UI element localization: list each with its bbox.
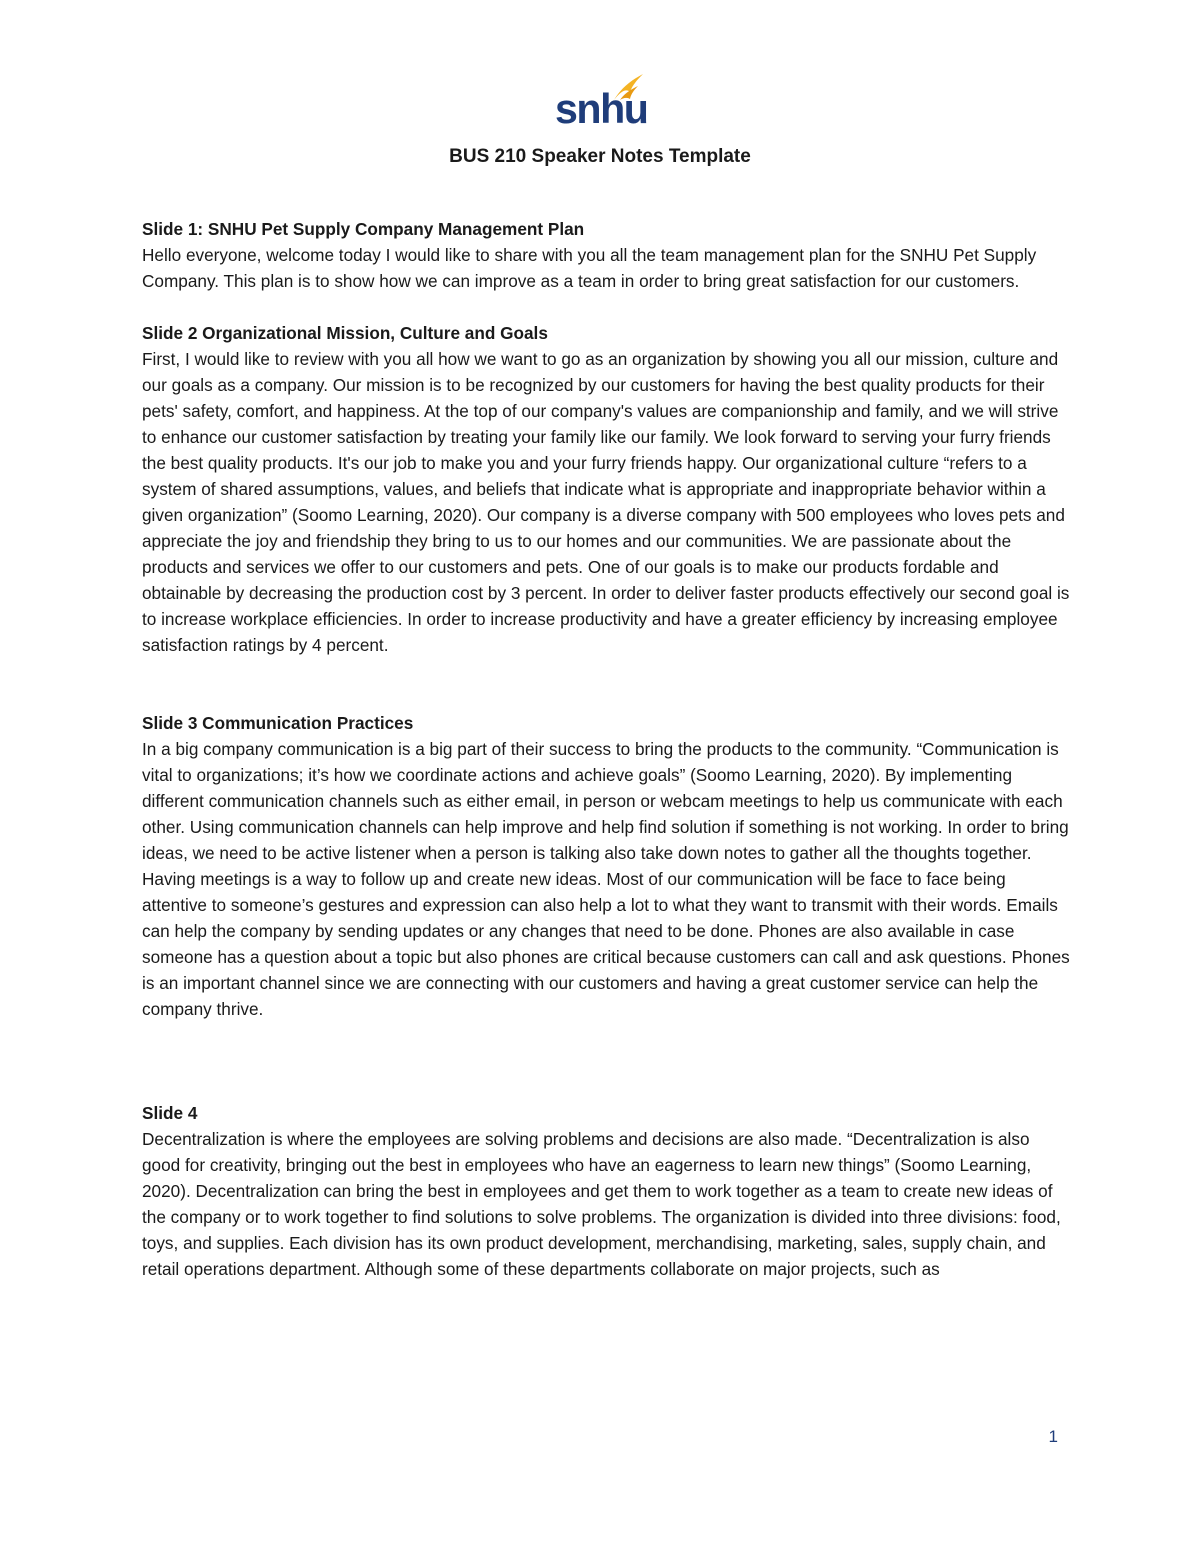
snhu-logo [552, 72, 648, 132]
slide-3-notes: In a big company communication is a big part of their success to bring the products to the community. “Communication is vital to organizations; it’s how we coordinate actions and achieve goals” (Soomo Learning, 2020). By implementing different communication channels such as either email, in person or webcam meetings to help us communicate with each other. Using communication channels can help improve and help find solution if something is not working. In order to bring ideas, we need to be active listener when a person is talking also take down notes to gather all the thoughts together. Having meetings is a way to follow up and create new ideas. Most of our communication will be face to face being attentive to someone’s gestures and expression can also help a lot to what they want to transmit with their words. Emails can help the company by sending updates or any changes that need to be done. Phones are also available in case someone has a question about a topic but also phones are critical because customers can call and ask questions. Phones is an important channel since we are connecting with our customers and having a great customer service can help the company thrive. [142, 739, 1070, 1019]
page-number: 1 [1048, 1427, 1058, 1446]
slide-3-heading: Slide 3 Communication Practices [142, 713, 414, 733]
slide-3-section [142, 710, 1072, 1022]
logo-wordmark: snhu [555, 85, 648, 132]
slide-1-heading: Slide 1: SNHU Pet Supply Company Management Plan [142, 219, 585, 239]
slide-4-notes: Decentralization is where the employees are solving problems and decisions are also made. “Decentralization is also good for creativity, bringing out the best in employees who have an eagerness to learn new things” (Soomo Learning, 2020). Decentralization can bring the best in employees and get them to work together as a team to create new ideas of the company or to work together to find solutions to solve problems. The organization is divided into three divisions: food, toys, and supplies. Each division has its own product development, merchandising, marketing, sales, supply chain, and retail operations department. Although some of these departments collaborate on major projects, such as [142, 1129, 1061, 1279]
document-body [142, 216, 1072, 1282]
document-title: BUS 210 Speaker Notes Template [449, 146, 751, 167]
slide-4-section [142, 1100, 1072, 1282]
slide-2-section [142, 320, 1072, 658]
slide-2-notes: First, I would like to review with you all how we want to go as an organization by showing you all our mission, culture and our goals as a company. Our mission is to be recognized by our customers for having the best quality products for their pets' safety, comfort, and happiness. At the top of our company's values are companionship and family, and we will strive to enhance our customer satisfaction by treating your family like our family. We look forward to serving your furry friends the best quality products. It's our job to make you and your furry friends happy. Our organizational culture “refers to a system of shared assumptions, values, and beliefs that indicate what is appropriate and inappropriate behavior within a given organization” (Soomo Learning, 2020). Our company is a diverse company with 500 employees who loves pets and appreciate the joy and friendship they bring to us to our homes and our communities. We are passionate about the products and services we offer to our customers and pets. One of our goals is to make our products fordable and obtainable by decreasing the production cost by 3 percent. In order to deliver faster products effectively our second goal is to increase workplace efficiencies. In order to increase productivity and have a greater efficiency by increasing employee satisfaction ratings by 4 percent. [142, 349, 1070, 655]
slide-4-heading: Slide 4 [142, 1103, 198, 1123]
slide-2-heading: Slide 2 Organizational Mission, Culture and Goals [142, 323, 548, 343]
slide-1-notes: Hello everyone, welcome today I would like to share with you all the team management plan for the SNHU Pet Supply Company. This plan is to show how we can improve as a team in order to bring great satisfaction for our customers. [142, 245, 1037, 291]
slide-1-section [142, 216, 1072, 294]
